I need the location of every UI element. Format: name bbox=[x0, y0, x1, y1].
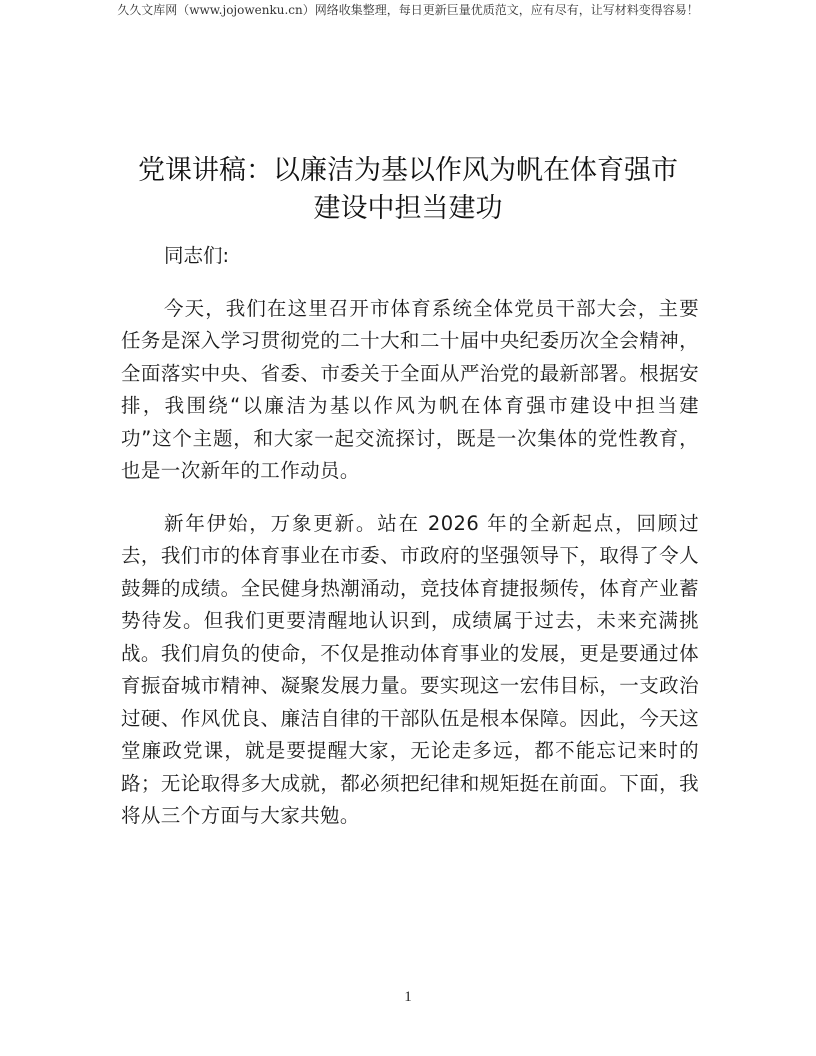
paragraph-1: 今天，我们在这里召开市体育系统全体党员干部大会，主要任务是深入学习贯彻党的二十大和二十届中央纪委历次全会精神，全面落实中央、省委、市委关于全面从严治党的最新部署。根据安排，我围绕“以廉洁为基以作风为帆在体育强市建设中担当建功”这个主题，和大家一起交流探讨，既是一次集体的党性教育，也是一次新年的工作动员。 bbox=[121, 296, 699, 482]
title-line-1: 党课讲稿：以廉洁为基以作风为帆在体育强市 bbox=[138, 155, 678, 186]
page-number: 1 bbox=[404, 989, 412, 1005]
header-banner: 久久文库网（www.jojowenku.cn）网络收集整理，每日更新巨量优质范文，应有尽有，让写材料变得容易！ bbox=[117, 3, 699, 17]
title-line-2: 建设中担当建功 bbox=[313, 193, 503, 224]
salutation: 同志们: bbox=[164, 244, 230, 267]
document-body bbox=[121, 240, 699, 853]
document-title bbox=[100, 152, 716, 228]
paragraph-2: 新年伊始，万象更新。站在 2026 年的全新起点，回顾过去，我们市的体育事业在市委、市政府的坚强领导下，取得了令人鼓舞的成绩。全民健身热潮涌动，竞技体育捷报频传，体育产业蓄势待发。但我们更要清醒地认识到，成绩属于过去，未来充满挑战。我们肩负的使命，不仅是推动体育事业的发展，更是要通过体育振奋城市精神、凝聚发展力量。要实现这一宏伟目标，一支政治过硬、作风优良、廉洁自律的干部队伍是根本保障。因此，今天这堂廉政党课，就是要提醒大家，无论走多远，都不能忘记来时的路；无论取得多大成就，都必须把纪律和规矩挺在前面。下面，我将从三个方面与大家共勉。 bbox=[121, 511, 699, 827]
